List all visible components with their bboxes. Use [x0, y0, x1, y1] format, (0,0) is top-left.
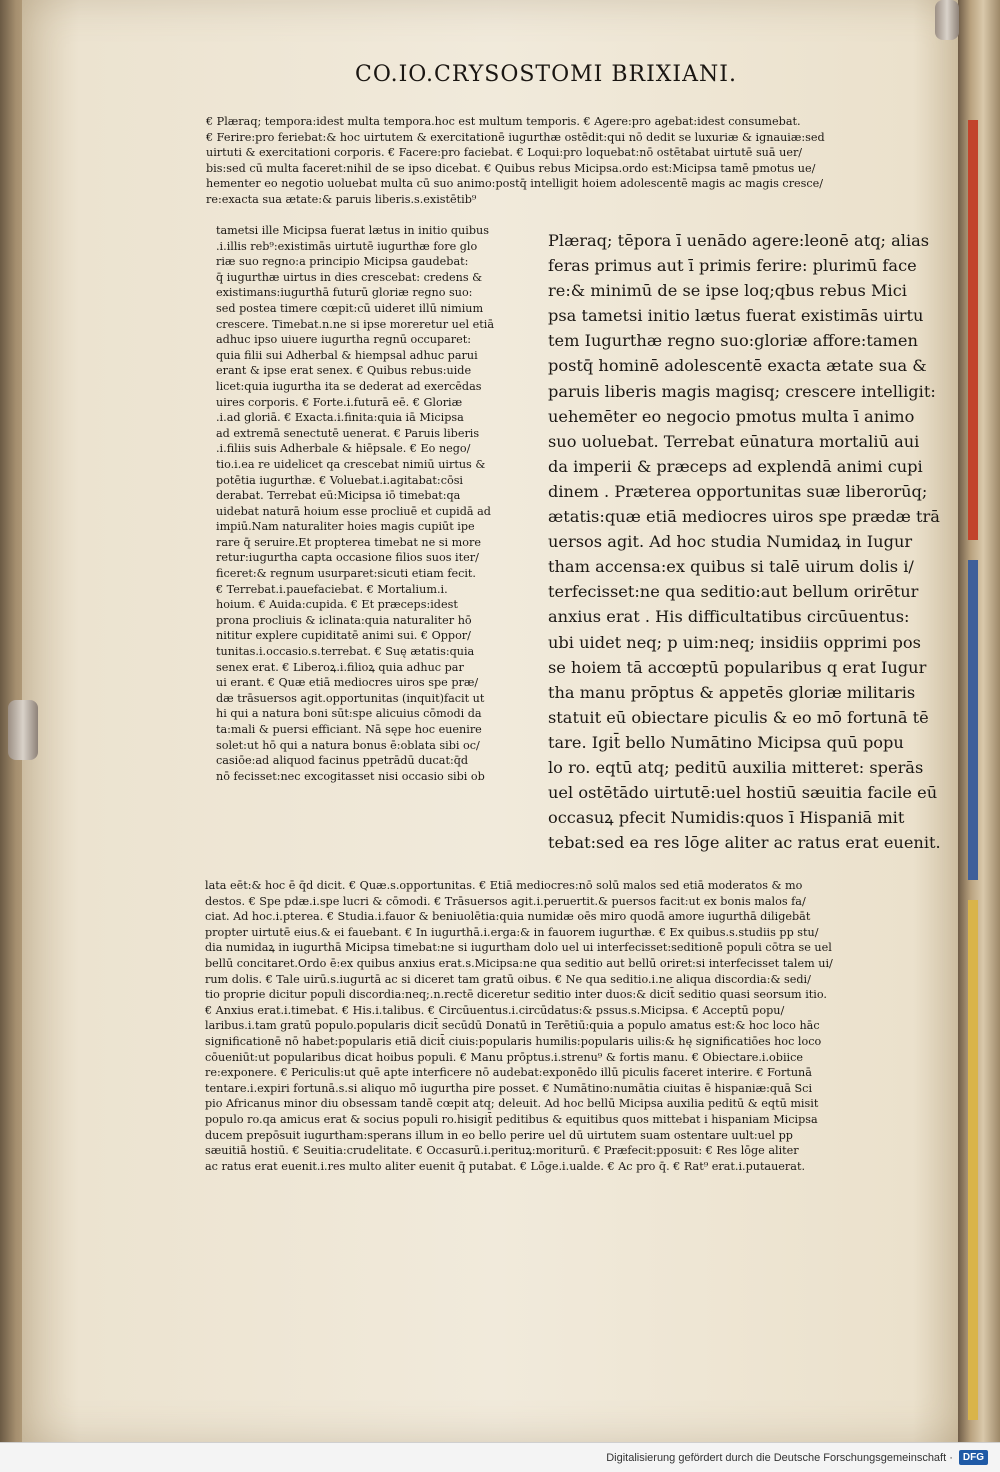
commentary-left-line: nō fecisset:nec excogitasset nisi occasio sibi ob: [216, 769, 485, 783]
main-text-line: terfecisset:ne qua seditio:aut bellum orirētur: [548, 582, 919, 602]
commentary-left-line: sed postea timere cœpit:cū uideret illū nimium: [216, 301, 484, 315]
commentary-bottom-line: rum dolis. € Tale uirū.s.iugurtā ac si diceret tam gratū oibus. € Ne qua seditio.i.ne aliqua discordia:& sedi/: [205, 972, 811, 986]
main-text-line: tham accensa:ex quibus si talē uirum dolis i/: [548, 557, 914, 577]
commentary-left-line: ui erant. € Quæ etiā mediocres uiros spe præ/: [216, 676, 479, 690]
main-text-line: uehemēter eo negocio pmotus multa ī animo: [548, 406, 915, 426]
commentary-bottom-line: ciat. Ad hoc.i.ptereа. € Studia.i.fauor & beniuolētia:quia numidæ oēs miro quodā amore iugurthā diligebāt: [205, 910, 811, 924]
commentary-left-line: .i.filiis suis Adherbale & hiēpsale. € Eo nego/: [216, 442, 471, 456]
commentary-bottom-line: dia numidaꝝ in iugurthā Micipsa timebat:ne si iugurtham dolo uel ui interfecisset:seditionē populi cōtra se uel: [205, 941, 832, 955]
main-text-line: uersos agit. Ad hoc studia Numidaꝝ in Iugur: [548, 532, 913, 552]
main-text-line: tare. Igit̄ bello Numātino Micipsa quū popu: [548, 732, 904, 752]
commentary-left-line: q̄ iugurthæ uirtus in dies crescebat: credens &: [216, 270, 483, 284]
commentary-left-line: tametsi ille Micipsa fuerat lætus in initio quibus: [216, 224, 489, 237]
bookmark-strip-yellow: [968, 900, 978, 1420]
commentary-bottom-line: sæuitiā hostiū. € Seuitia:crudelitate. € Occasurū.i.perituꝝ:moriturū. € Præfecit:pposuit: € Res lōge aliter: [205, 1144, 799, 1158]
main-text-line: feras primus aut ī primis ferire: plurimū face: [548, 256, 917, 276]
commentary-left-line: adhuc ipso uiuere iugurtha regnū occuparet:: [216, 333, 472, 347]
commentary-bottom-line: ac ratus erat euenit.i.res multo aliter euenit q̄ putabat. € Lōge.i.ualde. € Ac pro q̄. € Rat⁹ erat.i.putauerat.: [205, 1159, 806, 1173]
commentary-top-line: re:exacta sua ætate:& paruis liberis.s.existētib⁹: [206, 192, 477, 206]
commentary-top-line: hementer eo negotio uoluebat multa cū suo animo:postq̄ intelligit hoiem adolescentē magis ac magis cresce/: [206, 177, 824, 190]
commentary-left-line: impiū.Nam naturaliter hoies magis cupiūt ipe: [216, 520, 475, 534]
main-text-line: dinem . Præterea opportunitas suæ liberorūq;: [548, 481, 928, 501]
commentary-bottom-line: tentare.i.expiri fortunā.s.si aliquo mō iugurtha pire posset. € Numātino:numātia ciuitas ē hispaniæ:quā Sci: [205, 1081, 813, 1095]
commentary-left-line: quia filii sui Adherbal & hiempsal adhuc parui: [216, 348, 478, 362]
commentary-bottom-line: pio Africanus minor diu obsessam tandē cœpit atq; deleuit. Ad hoc bellū Micipsa auxilia peditū & eqtū misit: [205, 1097, 819, 1111]
clasp-left: [8, 700, 38, 760]
main-text-line: ætatis:quæ etiā mediocres uiros spe prædæ trā: [548, 507, 940, 527]
commentary-left-line: ficeret:& regnum usurparet:sicuti etiam fecit.: [216, 567, 476, 581]
commentary-left-line: hi qui a natura boni sūt:spe alicuius cōmodi da: [216, 707, 482, 721]
commentary-left-line: hoium. € Auida:cupida. € Et præceps:idest: [216, 598, 458, 612]
main-text-line: ubi uidet neq; p uim:neq; insidiis opprimi pos: [548, 632, 921, 652]
commentary-bottom-line: lata eēt:& hoc ē q̄d dicit. € Quæ.s.opportunitas. € Etiā mediocres:nō solū malos sed etiā moderatos & mo: [205, 879, 803, 892]
main-text-line: paruis liberis magis magisq; crescere intelligit:: [548, 381, 936, 401]
main-text-line: postq̄ hominē adolescentē exacta ætate sua &: [548, 356, 927, 376]
commentary-left-line: ad extremā senectutē uenerat. € Paruis liberis: [216, 426, 480, 440]
main-text-line: re:& minimū de se ipse loq;qbus rebus Mici: [548, 281, 907, 301]
commentary-bottom-line: populo ro.qa amicus erat & socius populi ro.hisigit̄ peditibus & equitibus quos mittebat i hispaniam Micipsa: [205, 1112, 818, 1126]
commentary-left-line: rare q̄ seruire.Et propterea timebat ne si more: [216, 535, 481, 549]
main-text-line: anxius erat . His difficultatibus circūuentus:: [548, 607, 910, 627]
commentary-left: [216, 223, 534, 784]
main-text: [548, 228, 943, 855]
commentary-left-line: crescere. Timebat.n.ne si ipse moreretur uel etiā: [216, 317, 494, 331]
commentary-bottom-line: propter uirtutē eius.& ei fauebant. € In iugurthā.i.erga:& in fauorem iugurthæ. € Ex quibus.s.studiis pp stu/: [205, 925, 819, 939]
commentary-bottom-line: destos. € Spe pdæ.i.spe lucri & cōmodi. € Trāsuersos agit.i.peruertit.& puersos facit:ut ex bonis malos fa/: [205, 894, 806, 908]
commentary-bottom-line: significationē nō habet:popularis etiā dicit̄ ciuis:popularis humilis:popularis uilis:& hę significatiōes hoc loco: [205, 1034, 822, 1048]
commentary-left-line: tunitas.i.occasio.s.terrebat. € Suę ætatis:quia: [216, 645, 475, 659]
commentary-left-line: nititur explere cupiditatē animi sui. € Oppor/: [216, 629, 471, 643]
main-text-line: se hoiem tā accœptū popularibus q erat Iugur: [548, 657, 927, 677]
commentary-left-line: retur:iugurtha capta occasione filios suos iter/: [216, 551, 479, 565]
footer-bar: [0, 1442, 1000, 1472]
commentary-bottom-line: laribus.i.tam gratū populo.popularis dicit̄ secūdū Donatū in Terētiū:quia a populo amatus est:& hoc loco hāc: [205, 1019, 820, 1033]
commentary-top-line: € Ferire:pro feriebat:& hoc uirtutem & exercitationē iugurthæ ostēdit:qui nō dedit se luxuriæ & ignauiæ:sed: [206, 130, 825, 144]
commentary-left-line: uidebat naturā hoium esse procliuē et cupidā ad: [216, 504, 491, 518]
main-text-line: occasuꝝ pfecit Numidis:quos ī Hispaniā mit: [548, 808, 905, 828]
commentary-left-line: riæ suo regno:a principio Micipsa gaudebat:: [216, 255, 469, 269]
main-text-line: suo uoluebat. Terrebat eūnatura mortaliū aui: [548, 431, 920, 451]
commentary-left-line: existimans:iugurthā futurū gloriæ regno suo:: [216, 286, 473, 300]
running-head: CO.IO.CRYSOSTOMI BRIXIANI.: [355, 62, 737, 87]
main-text-line: statuit eū obiectare piculis & eo mō fortunā tē: [548, 707, 929, 727]
bookmark-strip-red: [968, 120, 978, 540]
commentary-left-line: licet:quia iugurtha ita se dederat ad exercēdas: [216, 379, 482, 393]
commentary-left-line: € Terrebat.i.pauefaciebat. € Mortalium.i.: [216, 582, 448, 596]
commentary-left-line: potētia iugurthæ. € Voluebat.i.agitabat:cōsi: [216, 473, 464, 487]
main-text-line: tem Iugurthæ regno suo:gloriæ affore:tamen: [548, 331, 918, 351]
commentary-left-line: erant & ipse erat senex. € Quibus rebus:uide: [216, 364, 472, 378]
main-text-line: tebat:sed ea res lōge aliter ac ratus erat euenit.: [548, 833, 941, 853]
commentary-left-line: casiōe:ad aliquod facinus ppetrādū ducat:q̄d: [216, 754, 469, 768]
commentary-top: [206, 114, 941, 207]
commentary-left-line: solet:ut hō qui a natura bonus ē:oblata sibi oc/: [216, 738, 480, 752]
commentary-top-line: uirtuti & exercitationi corporis. € Facere:pro faciebat. € Loqui:pro loquebat:nō ostētabat uirtutē suā uer/: [206, 146, 803, 159]
commentary-bottom: [205, 878, 943, 1174]
main-text-line: Plæraq; tēpora ī uenādo agere:leonē atq; alias: [548, 231, 930, 250]
clasp-top: [935, 0, 959, 40]
commentary-bottom-line: cōueniūt:ut popularibus dicat hoibus populi. € Manu prōptus.i.strenu⁹ & fortis manu. € Obiectare.i.obiice: [205, 1050, 803, 1064]
commentary-left-line: derabat. Terrebat eū:Micipsa iō timebat:qa: [216, 489, 461, 503]
commentary-left-line: .i.illis reb⁹:existimās uirtutē iugurthæ fore glo: [216, 239, 478, 253]
commentary-bottom-line: ducem prepōsuit iugurtham:sperans illum in eo bello perire uel dū uirtutem suam ostentare uult:uel pp: [205, 1128, 793, 1142]
commentary-left-line: uires corporis. € Forte.i.futurā eē. € Gloriæ: [216, 395, 463, 409]
main-text-line: psa tametsi initio lætus fuerat existimās uirtu: [548, 306, 924, 326]
commentary-left-line: dæ trāsuersos agit.opportunitas (inquit)facit ut: [216, 691, 485, 705]
dfg-logo-icon: DFG: [959, 1450, 988, 1465]
commentary-left-line: prona procliuis & iclinata:quia naturaliter hō: [216, 613, 472, 627]
main-text-line: uel ostētādo uirtutē:uel hostiū sæuitia facile eū: [548, 783, 938, 803]
commentary-left-line: senex erat. € Liberoꝝ.i.filioꝝ quia adhuc par: [216, 660, 464, 674]
commentary-bottom-line: tio proprie dicitur populi discordia:neq;.n.rectē diceretur seditio inter duos:& dicit̄ seditio quasi seorsum itio.: [205, 988, 827, 1002]
commentary-left-line: ta:mali & puersi efficiant. Nā sępe hoc euenire: [216, 723, 482, 736]
commentary-top-line: € Plæraq; tempora:idest multa tempora.hoc est multum temporis. € Agere:pro agebat:idest consumebat.: [206, 115, 801, 128]
main-text-line: lo ro. eqtū atq; peditū auxilia mitteret: sperās: [548, 757, 924, 777]
facing-page-edge: [958, 0, 1000, 1442]
main-text-line: da imperii & præceps ad explendā animi cupi: [548, 456, 923, 476]
commentary-left-line: .i.ad gloriā. € Exacta.i.finita:quia iā Micipsa: [216, 411, 464, 425]
commentary-bottom-line: re:exponere. € Periculis:ut quē apte interficere nō audebat:exponēdo illū piculis faceret interire. € Fortunā: [205, 1066, 812, 1080]
commentary-bottom-line: € Anxius erat.i.timebat. € His.i.talibus. € Circūuentus.i.circūdatus:& pssus.s.Micipsa. € Acceptū popu/: [205, 1003, 785, 1017]
commentary-bottom-line: bellū concitaret.Ordo ē:ex quibus anxius erat.s.Micipsa:ne qua seditio aut bellū oriret:si interfecisset talem ui/: [205, 956, 833, 970]
main-text-line: tha manu prōptus & appetēs gloriæ militaris: [548, 682, 916, 702]
footer-credit: Digitalisierung gefördert durch die Deutsche Forschungsgemeinschaft ·: [606, 1451, 953, 1464]
commentary-top-line: bis:sed cū multa faceret:nihil de se ipso dicebat. € Quibus rebus Micipsa.ordo est:Micipsa tamē pmotus ue/: [206, 161, 816, 175]
bookmark-strip-blue: [968, 560, 978, 880]
commentary-left-line: tio.i.ea re uidelicet qa crescebat nimiū uirtus &: [216, 457, 486, 471]
